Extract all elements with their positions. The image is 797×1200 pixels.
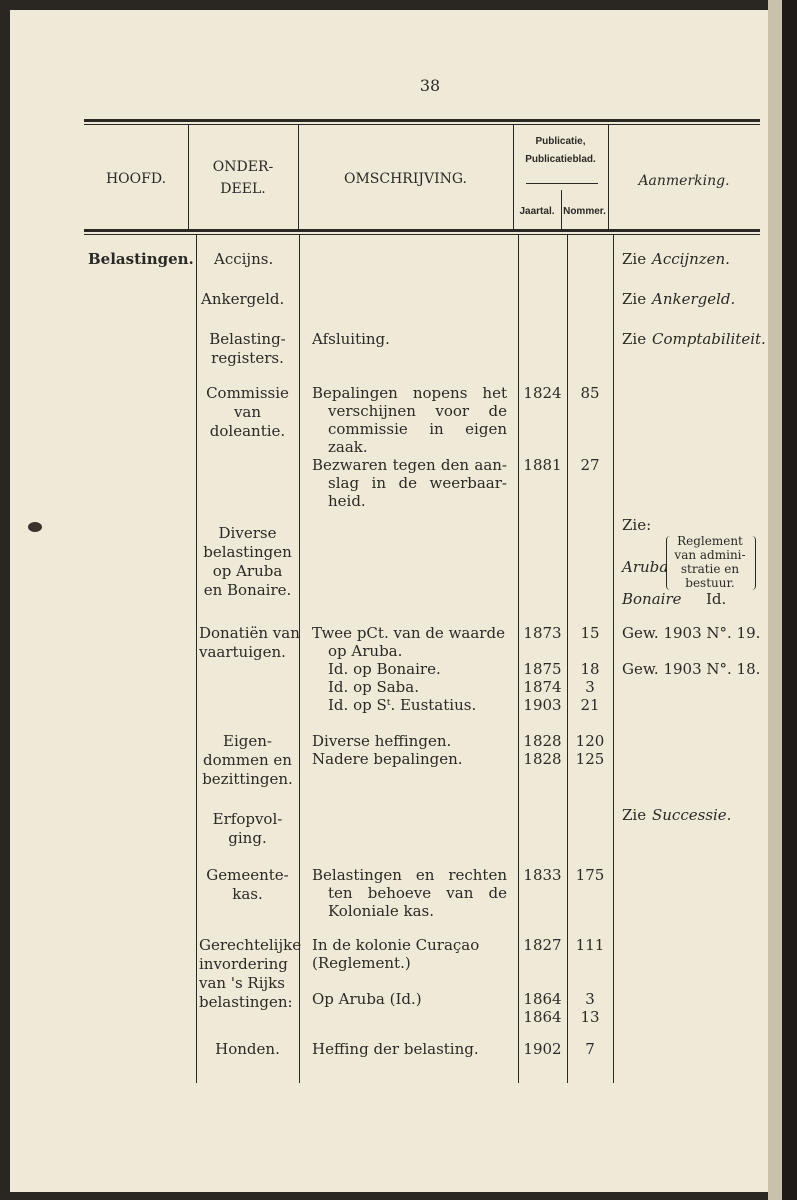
nommer-value: 3 [585,990,595,1008]
omschrijving-line: slag in de weerbaar- [328,474,507,492]
nommer-value: 111 [575,936,605,954]
document-page [10,10,782,1192]
aruba-ref-line: bestuur. [685,576,735,590]
onderdeel-gemeentekas: Gemeente- kas. [206,866,289,903]
omschrijving-honden: Heffing der belasting. [312,1040,479,1058]
brace-right [752,536,756,590]
omschrijving-line: In de kolonie Curaçao [312,936,480,954]
jaartal-value: 1828 [523,750,562,768]
onderdeel-donatien: Donatiën van vaartuigen. [199,624,300,661]
column-rule-aanmerking [613,235,614,1083]
top-rule-thin [84,124,760,125]
top-rule-thick [84,119,760,122]
aanmerking-gew: Gew. 1903 N°. 19. [622,624,761,642]
nommer-value: 21 [580,696,600,714]
header-aanmerking: Aanmerking. [638,173,730,189]
jaartal-value: 1864 [523,990,562,1008]
nommer-value: 13 [580,1008,600,1026]
omschrijving-line: Id. op Saba. [328,678,419,696]
omschrijving-line: Id. op Sᵗ. Eustatius. [328,696,477,714]
nommer-value: 18 [580,660,600,678]
column-rule-nommer [567,235,568,1083]
omschrijving-line: Diverse heffingen. [312,732,452,750]
aanmerking-aruba: Aruba [622,558,669,576]
omschrijving-line: Bezwaren tegen den aan- [312,456,507,474]
omschrijving-line: commissie in eigen [328,420,507,438]
jaartal-value: 1833 [523,866,562,884]
header-rule-thick [84,229,760,232]
jaartal-value: 1824 [523,384,562,402]
omschrijving-line: ten behoeve van de [328,884,507,902]
header-omschrijving: OMSCHRIJVING. [343,171,468,187]
header-brace-left [526,183,562,184]
ink-blot [28,522,42,532]
aruba-ref-line: van admini- [674,548,746,562]
onderdeel-accijns: Accijns. [214,250,274,268]
omschrijving-line: heid. [328,492,366,510]
onderdeel-commissie: Commissie van doleantie. [206,384,289,440]
aanmerking-ref-ankergeld: Ankergeld. [652,290,736,308]
jaartal-value: 1828 [523,732,562,750]
omschrijving-line: Nadere bepalingen. [312,750,463,768]
aanmerking-bonaire-ref: Id. [706,590,727,608]
nommer-value: 85 [580,384,600,402]
aanmerking-ref-successie: Successie. [652,806,732,824]
omschrijving-line: zaak. [328,438,368,456]
onderdeel-belastingregisters: Belasting- registers. [209,330,286,367]
nommer-value: 7 [585,1040,595,1058]
aanmerking-zie: Zie [622,806,647,824]
onderdeel-ankergeld: Ankergeld. [201,290,285,308]
nommer-value: 15 [580,624,600,642]
header-jaartal: Jaartal. [519,206,555,217]
onderdeel-diverse: Diverse belastingen op Aruba en Bonaire. [203,524,292,599]
jaartal-value: 1874 [523,678,562,696]
aruba-ref-line: stratie en [680,562,740,576]
jaartal-value: 1873 [523,624,562,642]
header-onderdeel: ONDER- DEEL. [212,159,274,197]
aanmerking-zie: Zie [622,250,647,268]
header-publicatieblad: Publicatieblad. [525,154,596,165]
hoofd-belastingen: Belastingen. [88,250,194,268]
aanmerking-zie: Zie [622,290,647,308]
brace-left [666,536,670,590]
aanmerking-gew: Gew. 1903 N°. 18. [622,660,761,678]
jaartal-value: 1875 [523,660,562,678]
header-rule-thin [84,234,760,235]
omschrijving-line: verschijnen voor de [328,402,507,420]
onderdeel-honden: Honden. [215,1040,280,1058]
onderdeel-gerechtelijke: Gerechtelijke invordering van 's Rijks belastingen: [199,936,302,1011]
omschrijving-line: Koloniale kas. [328,902,435,920]
omschrijving-line: Belastingen en rechten [312,866,507,884]
page-number: 38 [419,76,441,95]
omschrijving-line: Op Aruba (Id.) [312,990,422,1008]
jaartal-value: 1827 [523,936,562,954]
aanmerking-bonaire: Bonaire [622,590,682,608]
omschrijving-line: op Aruba. [328,642,403,660]
page-edge [768,0,782,1200]
omschrijving-afsluiting: Afsluiting. [312,330,390,348]
onderdeel-eigendommen: Eigen- dommen en bezittingen. [202,732,293,788]
nommer-value: 175 [575,866,605,884]
onderdeel-erfopvolging: Erfopvol- ging. [212,810,283,847]
aanmerking-zie: Zie [622,330,647,348]
omschrijving-line: Id. op Bonaire. [328,660,441,678]
aanmerking-ref-comptabiliteit: Comptabiliteit. [652,330,766,348]
nommer-value: 125 [575,750,605,768]
jaartal-value: 1881 [523,456,562,474]
header-brace-right [562,183,598,184]
omschrijving-line: (Reglement.) [312,954,411,972]
jaartal-value: 1864 [523,1008,562,1026]
jaartal-value: 1903 [523,696,562,714]
omschrijving-line: Bepalingen nopens het [312,384,507,402]
header-publicatie: Publicatie, [535,136,586,147]
nommer-value: 120 [575,732,605,750]
aanmerking-zie: Zie: [622,516,652,534]
header-nommer: Nommer. [563,206,606,217]
nommer-value: 27 [580,456,600,474]
nommer-value: 3 [585,678,595,696]
jaartal-value: 1902 [523,1040,562,1058]
omschrijving-line: Twee pCt. van de waarde [312,624,505,642]
aanmerking-ref-accijnzen: Accijnzen. [652,250,730,268]
aruba-ref-line: Reglement [677,534,743,548]
scan-border [782,0,797,1200]
column-rule-jaartal [518,235,519,1083]
header-hoofd: HOOFD. [105,171,167,187]
